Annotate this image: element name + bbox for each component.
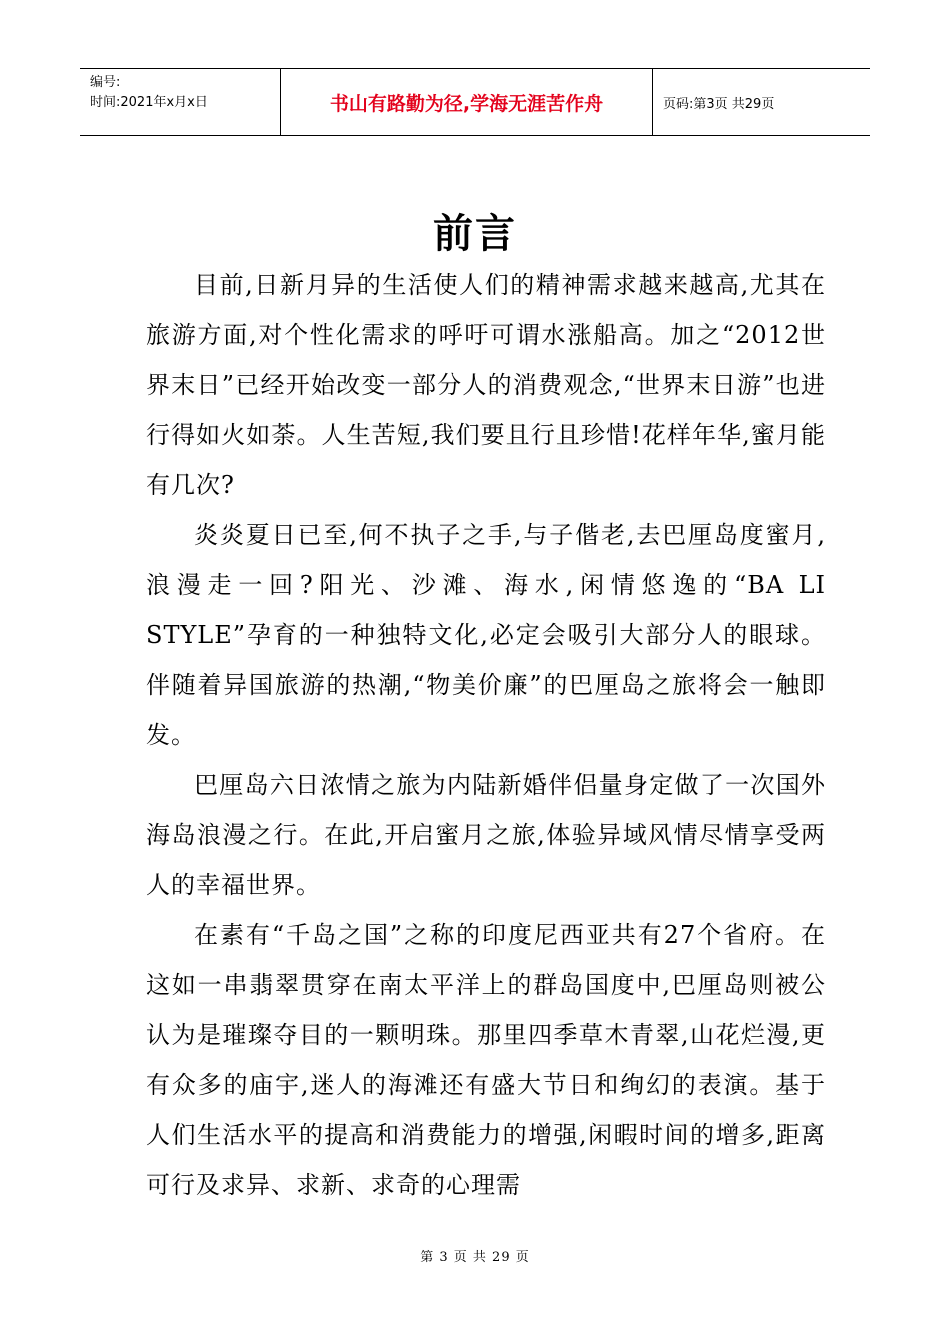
header-motto: 书山有路勤为径,学海无涯苦作舟 xyxy=(281,69,653,135)
paragraph-1: 目前,日新月异的生活使人们的精神需求越来越高,尤其在旅游方面,对个性化需求的呼吁可谓水涨船高。加之“2012世界末日”已经开始改变一部分人的消费观念,“世界末日游”也进行得如火如荼。人生苦短,我们要且行且珍惜!花样年华,蜜月能有几次? xyxy=(146,271,826,499)
document-number-label: 编号: xyxy=(90,75,121,90)
page-footer: 第 3 页 共 29 页 xyxy=(420,1250,530,1265)
document-body xyxy=(146,260,826,1210)
header-meta xyxy=(80,69,281,135)
page-header xyxy=(80,68,870,136)
paragraph-2: 炎炎夏日已至,何不执子之手,与子偕老,去巴厘岛度蜜月,浪漫走一回?阳光、沙滩、海水,闲情悠逸的“BA LI STYLE”孕育的一种独特文化,必定会吸引大部分人的眼球。伴随着异国旅游的热潮,“物美价廉”的巴厘岛之旅将会一触即发。 xyxy=(146,521,826,749)
document-title: 前言 xyxy=(433,210,517,257)
header-page-info: 页码:第3页 共29页 xyxy=(663,96,775,112)
paragraph-4: 在素有“千岛之国”之称的印度尼西亚共有27个省府。在这如一串翡翠贯穿在南太平洋上的群岛国度中,巴厘岛则被公认为是璀璨夺目的一颗明珠。那里四季草木青翠,山花烂漫,更有众多的庙宇,迷人的海滩还有盛大节日和绚幻的表演。基于人们生活水平的提高和消费能力的增强,闲暇时间的增多,距离可行及求异、求新、求奇的心理需 xyxy=(146,921,826,1199)
document-time-label: 时间:2021年x月x日 xyxy=(90,95,208,110)
paragraph-3: 巴厘岛六日浓情之旅为内陆新婚伴侣量身定做了一次国外海岛浪漫之行。在此,开启蜜月之旅,体验异域风情尽情享受两人的幸福世界。 xyxy=(146,771,826,899)
